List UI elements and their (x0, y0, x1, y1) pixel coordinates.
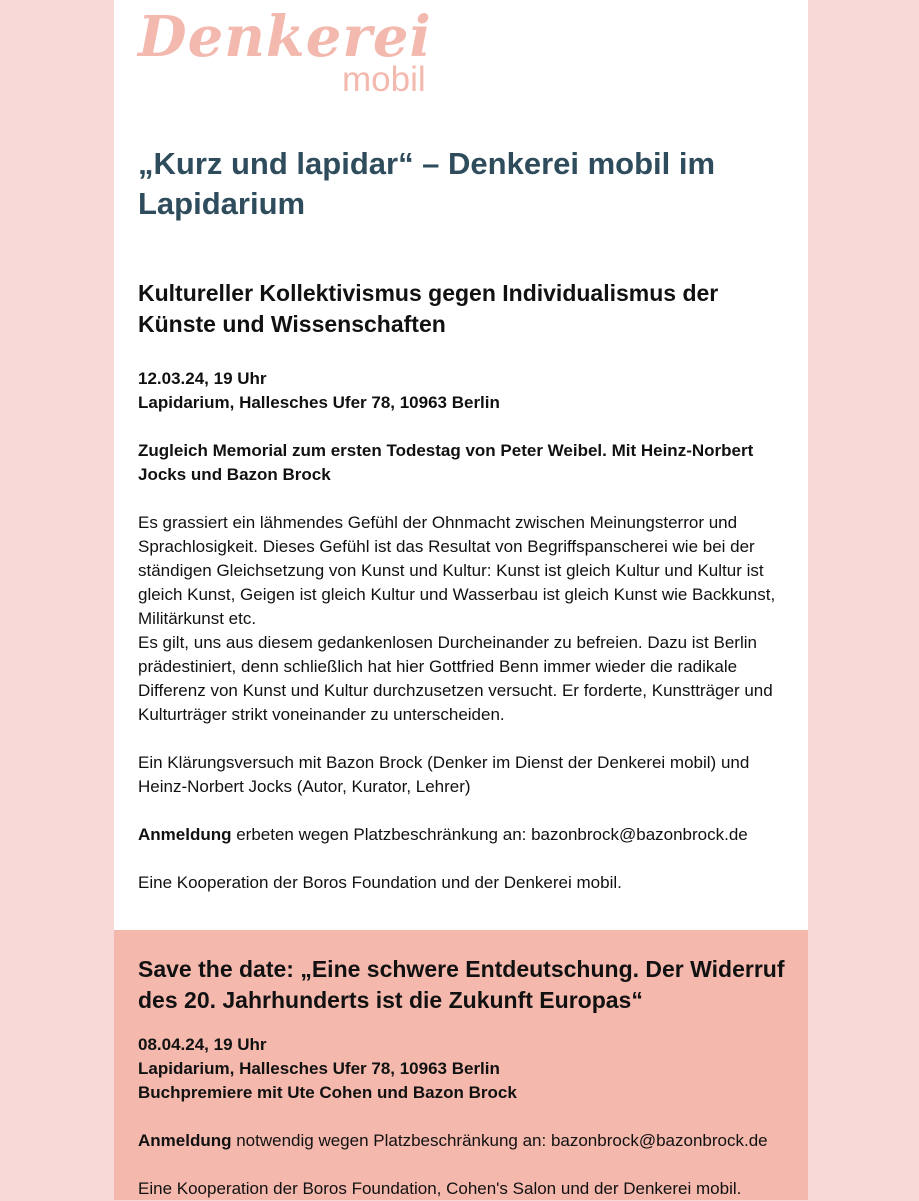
save-the-date-premiere: Buchpremiere mit Ute Cohen und Bazon Brock (138, 1083, 517, 1102)
event-card (114, 0, 808, 930)
newsletter-column (114, 0, 808, 1200)
event-content (138, 144, 788, 895)
event-subtitle: Kultureller Kollektivismus gegen Individualismus der Künste und Wissenschaften (138, 280, 719, 337)
registration-label: Anmeldung (138, 825, 232, 844)
event-body-paragraph-2: Es gilt, uns aus diesem gedankenlosen Durcheinander zu befreien. Dazu ist Berlin prädestiniert, denn schließlich hat hier Gottfried Benn immer wieder die radikale Differenz von Kunst und Kultur durchzusetzen versucht. Er forderte, Kunstträger und Kulturträger strikt voneinander zu unterscheiden. (138, 633, 773, 724)
save-the-date-title: Save the date: „Eine schwere Entdeutschung. Der Widerruf des 20. Jahrhunderts ist die Zukunft Europas“ (138, 956, 785, 1013)
save-the-date-cooperation: Eine Kooperation der Boros Foundation, Cohen's Salon und der Denkerei mobil. (138, 1179, 742, 1198)
page-title: „Kurz und lapidar“ – Denkerei mobil im Lapidarium (138, 146, 716, 221)
event-clarification: Ein Klärungsversuch mit Bazon Brock (Denker im Dienst der Denkerei mobil) und Heinz-Norbert Jocks (Autor, Kurator, Lehrer) (138, 753, 750, 796)
registration-text: erbeten wegen Platzbeschränkung an: bazonbrock@bazonbrock.de (231, 825, 748, 844)
event-date: 12.03.24, 19 Uhr (138, 369, 267, 388)
denkerei-mobil-logo[interactable] (138, 4, 438, 100)
registration-text: notwendig wegen Platzbeschränkung an: bazonbrock@bazonbrock.de (231, 1131, 768, 1150)
event-body-paragraph-1: Es grassiert ein lähmendes Gefühl der Ohnmacht zwischen Meinungsterror und Sprachlosigkeit. Dieses Gefühl ist das Resultat von Begriffspanscherei wie bei der ständigen Gleichsetzung von Kunst und Kultur: Kunst ist gleich Kultur und Kultur ist gleich Kunst, Geigen ist gleich Kultur und Wasserbau ist gleich Kunst wie Backkunst, Militärkunst etc. (138, 513, 776, 628)
event-registration (138, 823, 788, 847)
logo-wordmark: Denkerei (138, 4, 432, 70)
save-the-date-date: 08.04.24, 19 Uhr (138, 1035, 267, 1054)
save-the-date-content (138, 954, 788, 1201)
save-the-date-location: Lapidarium, Hallesches Ufer 78, 10963 Berlin (138, 1059, 500, 1078)
registration-label: Anmeldung (138, 1131, 232, 1150)
event-location: Lapidarium, Hallesches Ufer 78, 10963 Berlin (138, 393, 500, 412)
event-cooperation: Eine Kooperation der Boros Foundation und der Denkerei mobil. (138, 873, 622, 892)
save-the-date-registration (138, 1129, 788, 1153)
event-memorial-note: Zugleich Memorial zum ersten Todestag von Peter Weibel. Mit Heinz-Norbert Jocks und Bazon Brock (138, 441, 754, 484)
logo-subtitle: mobil (342, 60, 426, 99)
save-the-date-section (114, 930, 808, 1200)
